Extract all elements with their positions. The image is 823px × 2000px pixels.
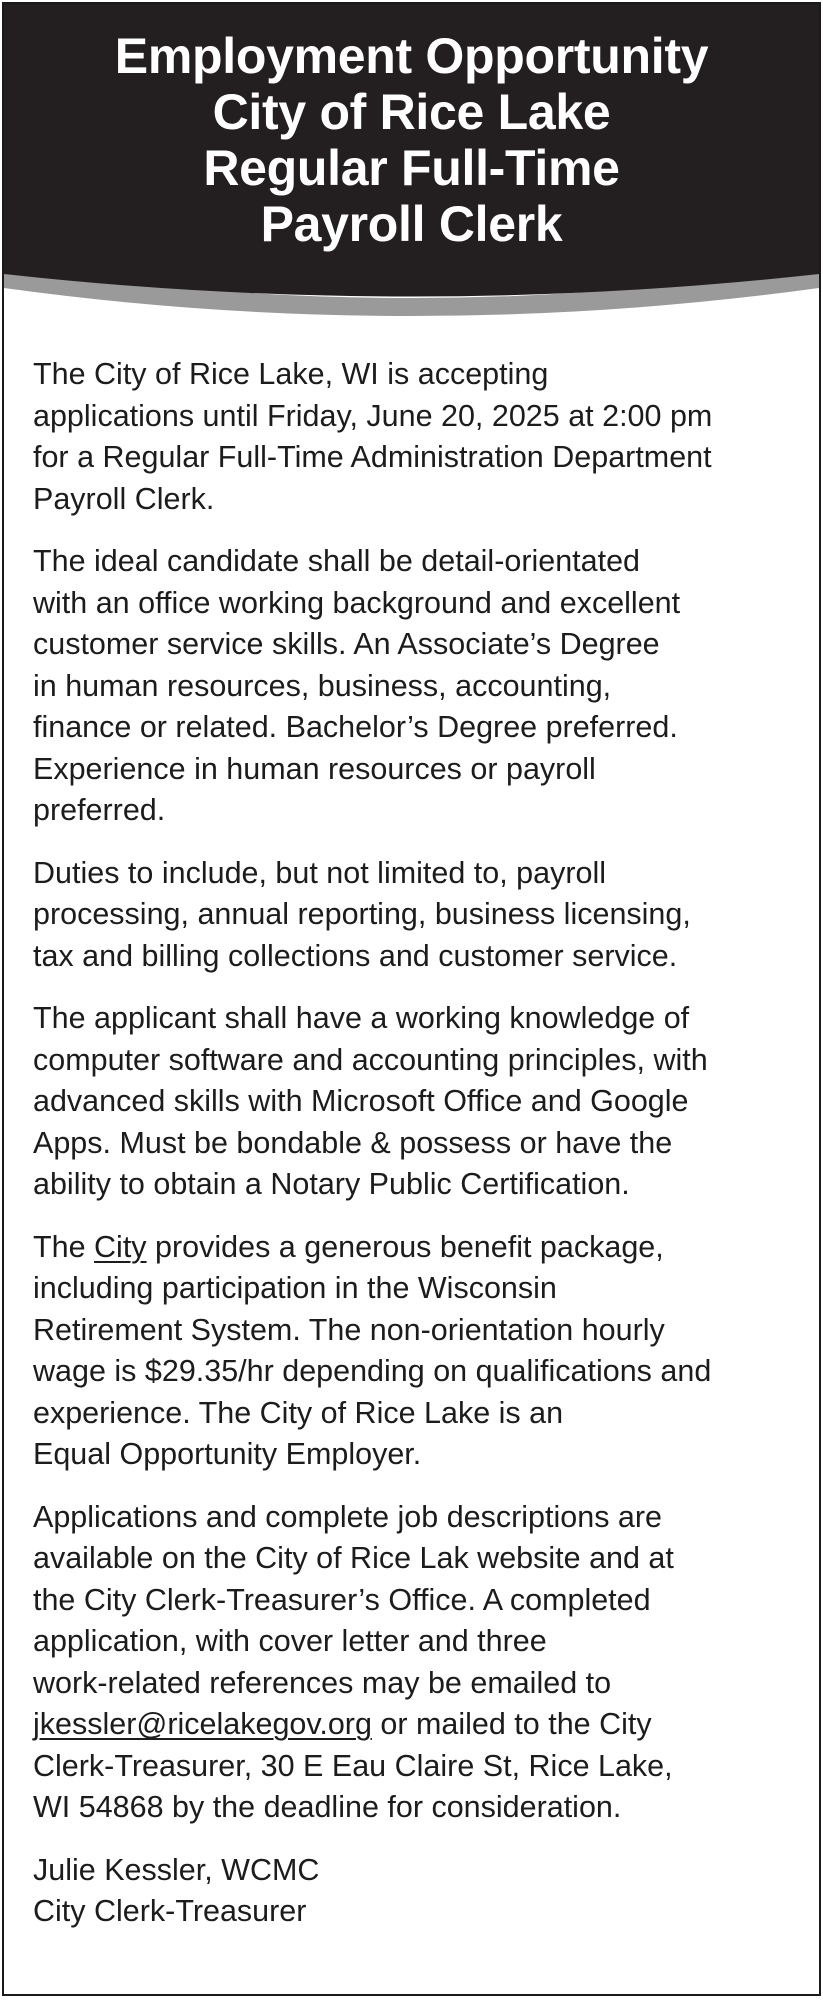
- text-line: available on the City of Rice Lak website and at: [33, 1541, 674, 1575]
- skills-paragraph: [33, 998, 803, 1206]
- title-line: City of Rice Lake: [212, 84, 611, 140]
- signatory-name: Julie Kessler, WCMC: [33, 1852, 320, 1887]
- text-fragment: provides a generous benefit package,: [146, 1229, 664, 1264]
- text-line: work-related references may be emailed to: [33, 1665, 612, 1700]
- text-line: in human resources, business, accounting,: [33, 668, 612, 703]
- text-line: tax and billing collections and customer service.: [33, 938, 678, 973]
- text-line: computer software and accounting principles, with: [33, 1042, 708, 1077]
- text-line: Apps. Must be bondable & possess or have the: [33, 1125, 673, 1160]
- ad-body: [33, 354, 803, 1933]
- text-line: The applicant shall have a working knowledge of: [33, 1001, 690, 1035]
- benefits-paragraph: [33, 1227, 803, 1476]
- job-ad-frame: [2, 2, 821, 1996]
- signature-block: [33, 1850, 803, 1933]
- intro-paragraph: [33, 354, 803, 520]
- text-line: Duties to include, but not limited to, payroll: [33, 855, 607, 890]
- text-line: advanced skills with Microsoft Office and Google: [33, 1084, 689, 1118]
- text-line: customer service skills. An Associate’s Degree: [33, 627, 660, 661]
- duties-paragraph: [33, 853, 803, 978]
- text-line: The City of Rice Lake, WI is accepting: [33, 357, 549, 391]
- text-line: Clerk-Treasurer, 30 E Eau Claire St, Rice Lake,: [33, 1748, 673, 1783]
- text-line: including participation in the Wisconsin: [33, 1271, 557, 1305]
- text-line: Experience in human resources or payroll: [33, 751, 596, 786]
- text-line: The ideal candidate shall be detail-orientated: [33, 544, 641, 578]
- header-banner: [4, 4, 819, 324]
- text-line: WI 54868 by the deadline for consideration.: [33, 1790, 622, 1824]
- text-line: Equal Opportunity Employer.: [33, 1437, 422, 1471]
- text-line: [33, 1704, 803, 1746]
- text-line: Applications and complete job descriptions are: [33, 1499, 663, 1534]
- qualifications-paragraph: [33, 541, 803, 832]
- page-title: [4, 28, 819, 252]
- city-link[interactable]: City: [94, 1229, 147, 1264]
- text-fragment: The: [33, 1229, 95, 1264]
- text-line: wage is $29.35/hr depending on qualifications and: [33, 1354, 712, 1388]
- email-link[interactable]: jkessler@ricelakegov.org: [33, 1707, 372, 1741]
- text-fragment: or mailed to the City: [371, 1707, 652, 1741]
- text-line: [33, 1227, 803, 1269]
- application-paragraph: [33, 1497, 803, 1829]
- text-line: the City Clerk-Treasurer’s Office. A completed: [33, 1582, 651, 1617]
- text-line: for a Regular Full-Time Administration Department: [33, 440, 712, 474]
- text-line: experience. The City of Rice Lake is an: [33, 1395, 564, 1430]
- text-line: finance or related. Bachelor’s Degree preferred.: [33, 710, 678, 744]
- text-line: preferred.: [33, 793, 166, 827]
- text-line: Retirement System. The non-orientation hourly: [33, 1312, 665, 1347]
- title-line: Employment Opportunity: [114, 28, 709, 84]
- text-line: with an office working background and excellent: [33, 585, 681, 620]
- text-line: applications until Friday, June 20, 2025 at 2:00 pm: [33, 398, 713, 433]
- text-line: ability to obtain a Notary Public Certification.: [33, 1167, 630, 1201]
- title-line: Payroll Clerk: [260, 196, 563, 252]
- text-line: processing, annual reporting, business licensing,: [33, 897, 691, 931]
- text-line: application, with cover letter and three: [33, 1624, 547, 1658]
- title-line: Regular Full-Time: [203, 140, 620, 196]
- text-line: Payroll Clerk.: [33, 481, 215, 516]
- signatory-title: City Clerk-Treasurer: [33, 1894, 307, 1928]
